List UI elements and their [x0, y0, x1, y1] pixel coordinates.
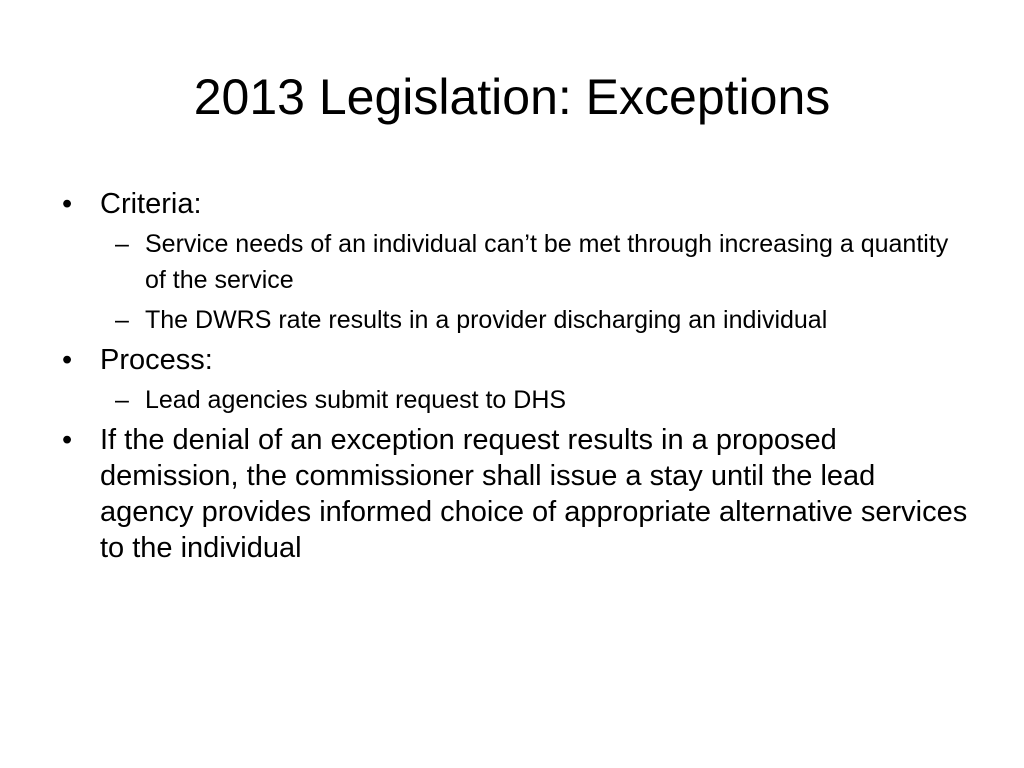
bullet-process	[60, 342, 970, 378]
bullet-dot-icon: •	[62, 344, 73, 376]
bullet-dot-icon: •	[62, 188, 73, 220]
dash-icon: –	[115, 386, 129, 414]
dash-icon: –	[115, 230, 129, 258]
bullet-text: Criteria:	[100, 188, 202, 220]
bullet-criteria	[60, 186, 970, 222]
dash-icon: –	[115, 306, 129, 334]
slide-content	[60, 186, 970, 570]
bullet-text: If the denial of an exception request results in a proposed demission, the commissioner shall issue a stay until the lead agency provides informed choice of appropriate alternative services to the individual	[100, 424, 968, 564]
sub-bullet	[60, 226, 970, 298]
sub-bullet-text: The DWRS rate results in a provider discharging an individual	[145, 306, 828, 334]
bullet-dot-icon: •	[62, 424, 73, 456]
bullet-denial	[60, 422, 970, 566]
sub-bullet-text: Lead agencies submit request to DHS	[145, 386, 567, 414]
bullet-text: Process:	[100, 344, 213, 376]
sub-bullet	[60, 382, 970, 418]
slide-title: 2013 Legislation: Exceptions	[193, 69, 831, 125]
sub-bullet-text: Service needs of an individual can’t be met through increasing a quantity of the service	[145, 230, 949, 294]
sub-bullet	[60, 302, 970, 338]
